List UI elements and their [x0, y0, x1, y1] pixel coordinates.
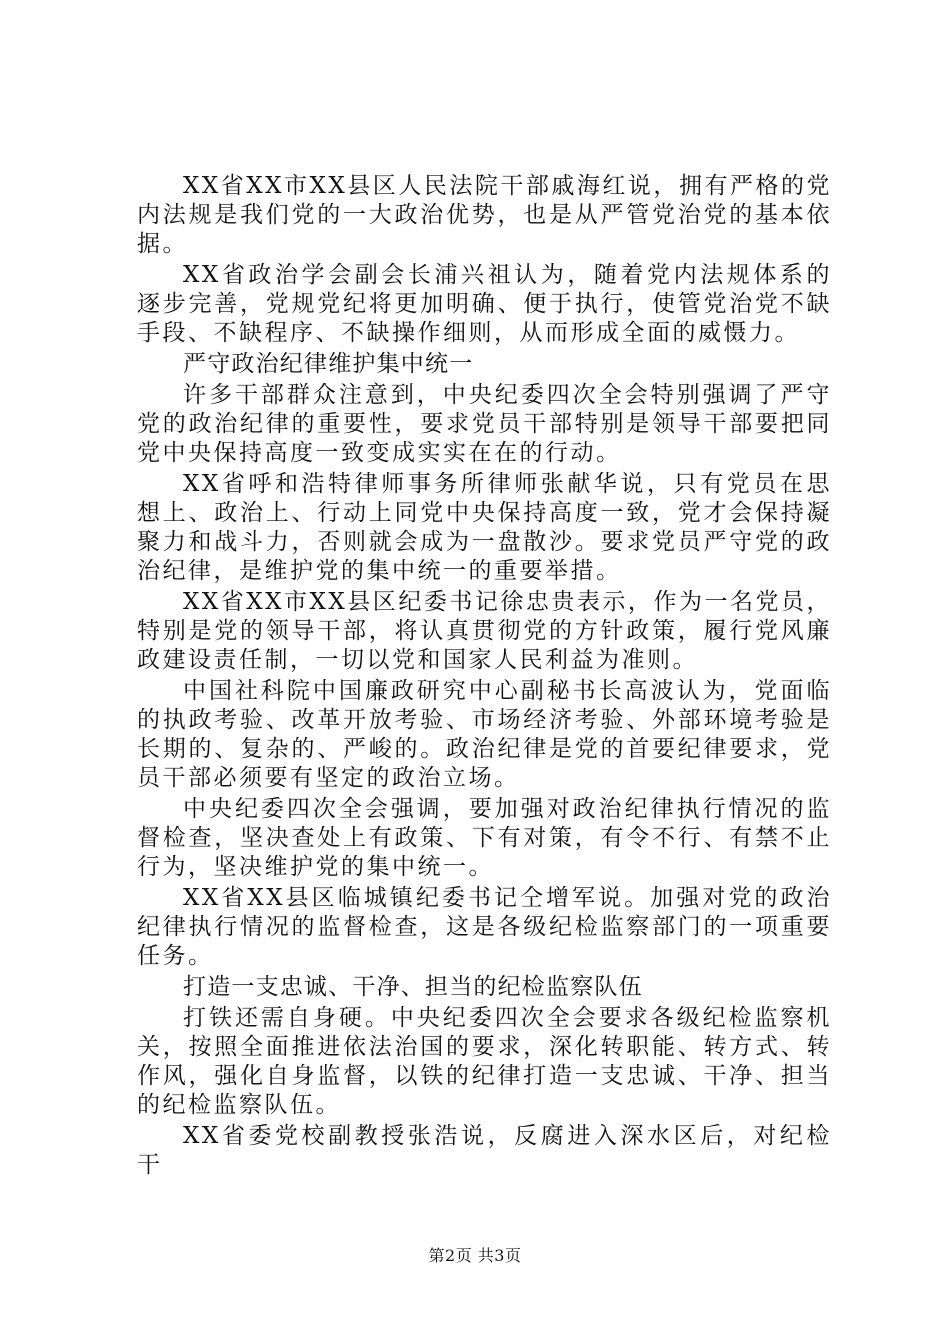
section-heading: 严守政治纪律维护集中统一 — [183, 351, 474, 377]
page-number-footer: 第2页 共3页 — [428, 1246, 522, 1265]
paragraph: XX省XX县区临城镇纪委书记仝增军说。加强对党的政治纪律执行情况的监督检查，这是各级纪检监察部门的一项重要任务。 — [137, 885, 832, 969]
paragraph: 打铁还需自身硬。中央纪委四次全会要求各级纪检监察机关，按照全面推进依法治国的要求，深化转职能、转方式、转作风，强化自身监督，以铁的纪律打造一支忠诚、干净、担当的纪检监察队伍。 — [137, 1005, 832, 1118]
section-heading: 打造一支忠诚、干净、担当的纪检监察队伍 — [183, 974, 643, 1000]
document-body — [137, 172, 832, 1182]
paragraph: 许多干部群众注意到，中央纪委四次全会特别强调了严守党的政治纪律的重要性，要求党员干部特别是领导干部要把同党中央保持高度一致变成实实在在的行动。 — [137, 382, 832, 466]
paragraph: XX省XX市XX县区纪委书记徐忠贵表示，作为一名党员，特别是党的领导干部，将认真贯彻党的方针政策，履行党风廉政建设责任制，一切以党和国家人民利益为准则。 — [137, 589, 832, 673]
paragraph: XX省政治学会副会长浦兴祖认为，随着党内法规体系的逐步完善，党规党纪将更加明确、便于执行，使管党治党不缺手段、不缺程序、不缺操作细则，从而形成全面的威慑力。 — [137, 262, 832, 346]
paragraph: 中央纪委四次全会强调，要加强对政治纪律执行情况的监督检查，坚决查处上有政策、下有对策，有令不行、有禁不止行为，坚决维护党的集中统一。 — [137, 796, 832, 880]
paragraph: XX省委党校副教授张浩说，反腐进入深水区后，对纪检干 — [137, 1123, 832, 1178]
paragraph: XX省呼和浩特律师事务所律师张献华说，只有党员在思想上、政治上、行动上同党中央保持高度一致，党才会保持凝聚力和战斗力，否则就会成为一盘散沙。要求党员严守党的政治纪律，是维护党的集中统一的重要举措。 — [137, 471, 832, 584]
paragraph: XX省XX市XX县区人民法院干部戚海红说，拥有严格的党内法规是我们党的一大政治优势，也是从严管党治党的基本依据。 — [137, 173, 832, 257]
paragraph: 中国社科院中国廉政研究中心副秘书长高波认为，党面临的执政考验、改革开放考验、市场经济考验、外部环境考验是长期的、复杂的、严峻的。政治纪律是党的首要纪律要求，党员干部必须要有坚定的政治立场。 — [137, 678, 832, 791]
